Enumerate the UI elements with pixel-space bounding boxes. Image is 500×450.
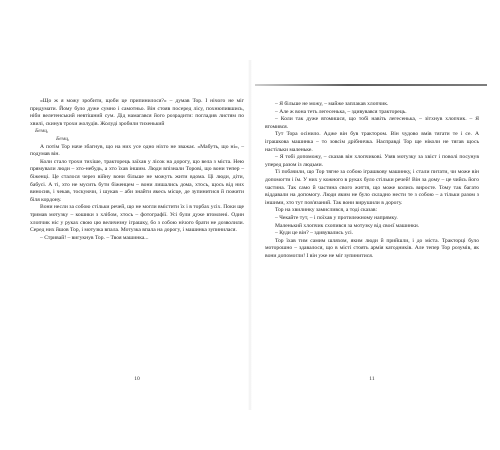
paragraph: Коли стало трохи тихіше, тракторець заїхав у лісок на дорогу, що вела з міста. Нею прямували люди – хто-небудь, а хто їхав іншим. Люди впізнали Торові, що вони тепер – біженці. Це сталося через війну вони більше не можуть жити вдома. Ці люди, діти, бабусі. А ті, хто не мусить бути біженцем – вони лишались дома, хтось, щось від них виносив, і чекав, тоскуючи, і шукав – аби знайти якесь місце, де зупинитися й пожити біля кордону. bbox=[30, 158, 244, 203]
paragraph: Тор на хвилинку замислився, а тоді сказав: bbox=[275, 207, 378, 214]
paragraph: Вони несли за собою стільки речей, що не могли вмістити їх і в торбах усіх. Поки ще тримав мотузку – кошики з хлібом, хтось – фотографії. Усі були дуже втомлені. Один хлопчик ніс у руках свою цю величезну іграшку, бо з собою нічого брати не дозволили. Серед них йшов Тор, і мотузка впала. Мотузка впала на дорогу, і машинка зупинилася. bbox=[30, 204, 244, 234]
page-number: 10 bbox=[134, 376, 140, 382]
paragraph: – Я більше не можу, – майже заплакав хлопчик. bbox=[275, 101, 389, 107]
book-gutter bbox=[248, 60, 252, 410]
sound-effect: Бемц, bbox=[35, 128, 49, 135]
paragraph: Тор їхав тим самим шляхом, яким люди й прийшли, і до міста. Тракторці було моторошно – здавалося, що в місті стоять армія катодників. Але тепер Тор розумів, як вони допомогли! І він уже не міг зупинитися. bbox=[265, 237, 479, 259]
paragraph: – Чекайте тут, – і поїхав у протилежному напрямку. bbox=[275, 214, 398, 221]
page-top-rule bbox=[255, 84, 487, 86]
left-page-text bbox=[30, 98, 244, 242]
paragraph: – Коли так дуже втомишся, що тобі навіть легесенька, – зітхнув хлопчик. – Я втомився. bbox=[265, 116, 479, 130]
paragraph: – Стривай! – вигукнув Тор. – Твоя машинка... bbox=[40, 234, 149, 241]
paragraph: Ті побачили, що Тор тягне за собою іграшкову машинку, і стали питати, чи може він допомогти і їм. У них у кожного в руках було стільки речей! Він за дому – це чийсь його частина. Так само й частина свого життя, що може колись виросте. Тому так багато віддавали на допомогу. Люди яким не було складно нести те з собою – а тільки разом з іншими, хто тут пов'язаний. Так вони вирушили в дорогу. bbox=[265, 169, 479, 206]
paragraph: – Але ж вона теть легесенька, – здивувався тракторець. bbox=[275, 108, 407, 115]
page-number: 11 bbox=[369, 376, 375, 382]
paragraph: Тут Тора осінило. Адже він був трактором. Він чудово вмів тягати те і се. А іграшкова машинка – то зовсім дрібничка. Насправді Тор ще ніколи не тягав щось настільки маленьке. bbox=[265, 131, 479, 153]
paragraph: – Куди це він? – здивувались усі. bbox=[275, 230, 354, 237]
paragraph: Маленький хлопчик схопився за мотузку від своєї машинки. bbox=[275, 222, 420, 229]
paragraph: «Що ж я можу зробити, щоби це припинилося?» – думав Тор. І нічого не міг придумати. Йому було дуже сумно і самотньо. Він стояв посеред лісу, похнюпившись, ніби велетенський невтішний сум. Дід намагався його розрадити: погладив листям по хвилі, скинув трохи жолудів. Жолуді зробили тихенький bbox=[30, 98, 244, 127]
sound-effect: Бемц, bbox=[56, 135, 70, 142]
right-page-text bbox=[265, 101, 479, 260]
paragraph: – Я тобі допоможу, – сказав він хлопчикові. Узяв мотузку за хвіст і поволі посунув уперед разом із людьми. bbox=[265, 154, 479, 168]
paragraph: А потім Тор наче збагнув, що на них усе одно ніхто не зважає. «Мабуть, що ні», – подумав він. bbox=[30, 143, 244, 158]
